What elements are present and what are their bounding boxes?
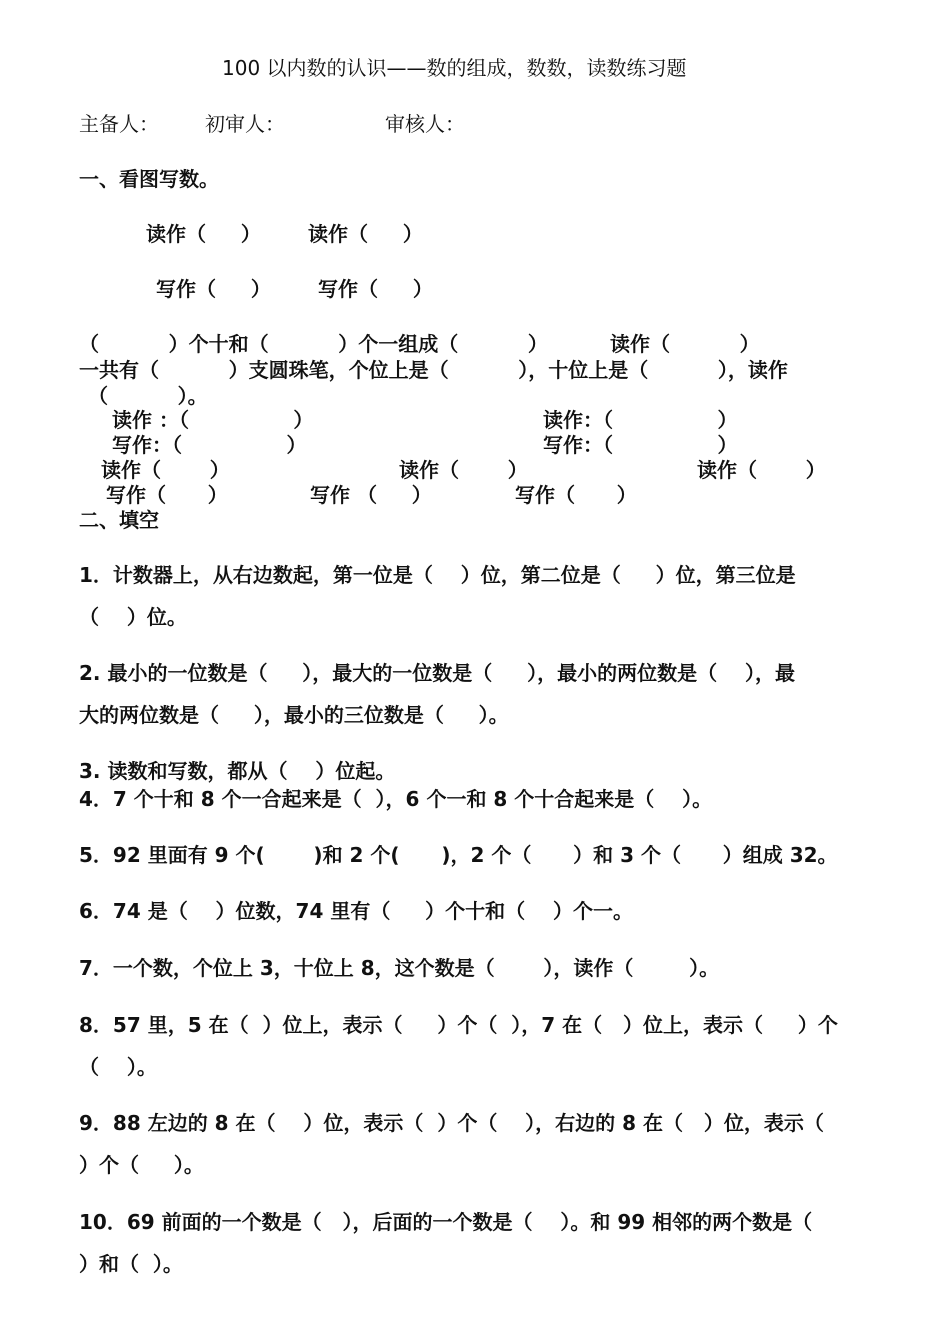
question-2-cont: 大的两位数是（ ），最小的三位数是（ ）。 bbox=[79, 703, 509, 727]
write-blank: 写作（ ） bbox=[156, 277, 271, 301]
question-4: 4．7 个十和 8 个一合起来是（ ），6 个一和 8 个十合起来是（ ）。 bbox=[79, 787, 713, 811]
question-6: 6．74 是（ ）位数，74 里有（ ）个十和（ ）个一。 bbox=[79, 899, 634, 923]
question-9: 9．88 左边的 8 在（ ）位，表示（ ）个（ ），右边的 8 在（ ）位，表示（ bbox=[79, 1111, 824, 1135]
read-blank: 读作：（ ） bbox=[543, 408, 738, 432]
page-title: 100 以内数的认识——数的组成，数数，读数练习题 bbox=[222, 56, 687, 80]
question-3: 3. 读数和写数，都从（ ）位起。 bbox=[79, 759, 396, 783]
read-blank: 读作（ ） bbox=[610, 332, 760, 356]
question-10: 10．69 前面的一个数是（ ），后面的一个数是（ ）。和 99 相邻的两个数是（ bbox=[79, 1210, 813, 1234]
write-blank: 写作（ ） bbox=[106, 483, 228, 507]
preparer-label: 主备人： bbox=[79, 112, 159, 136]
question-8: 8．57 里，5 在（ ）位上，表示（ ）个（ ），7 在（ ）位上，表示（ ）个 bbox=[79, 1013, 838, 1037]
write-blank: 写作 （ ） bbox=[310, 483, 432, 507]
write-blank: 写作：（ ） bbox=[112, 433, 307, 457]
read-blank: 读作（ ） bbox=[146, 222, 261, 246]
first-reviewer-label: 初审人： bbox=[205, 112, 285, 136]
read-blank: 读作（ ） bbox=[697, 458, 826, 482]
question-2: 2. 最小的一位数是（ ），最大的一位数是（ ），最小的两位数是（ ），最 bbox=[79, 661, 795, 685]
pens-question-cont: （ ）。 bbox=[88, 384, 208, 408]
compose-question: （ ）个十和（ ）个一组成（ ） bbox=[79, 332, 548, 356]
question-1-cont: （ ）位。 bbox=[79, 605, 187, 629]
write-blank: 写作（ ） bbox=[318, 277, 433, 301]
question-9-cont: ）个（ ）。 bbox=[79, 1153, 204, 1177]
pens-question: 一共有（ ）支圆珠笔，个位上是（ ），十位上是（ ），读作 bbox=[79, 358, 788, 382]
question-5: 5．92 里面有 9 个( )和 2 个( )，2 个（ ）和 3 个（ ）组成 32。 bbox=[79, 843, 838, 867]
question-7: 7．一个数，个位上 3，十位上 8，这个数是（ ），读作（ ）。 bbox=[79, 956, 720, 980]
question-1: 1．计数器上，从右边数起，第一位是（ ）位，第二位是（ ）位，第三位是 bbox=[79, 563, 796, 587]
write-blank: 写作（ ） bbox=[515, 483, 637, 507]
read-blank: 读作 ：（ ） bbox=[112, 408, 314, 432]
read-blank: 读作（ ） bbox=[101, 458, 230, 482]
reviewer-label: 审核人： bbox=[385, 112, 465, 136]
section2-heading: 二、填空 bbox=[79, 508, 159, 532]
question-10-cont: ）和（ ）。 bbox=[79, 1252, 183, 1276]
question-8-cont: （ ）。 bbox=[79, 1055, 157, 1079]
read-blank: 读作（ ） bbox=[399, 458, 528, 482]
read-blank: 读作（ ） bbox=[308, 222, 423, 246]
write-blank: 写作：（ ） bbox=[543, 433, 738, 457]
section1-heading: 一、看图写数。 bbox=[79, 167, 219, 191]
